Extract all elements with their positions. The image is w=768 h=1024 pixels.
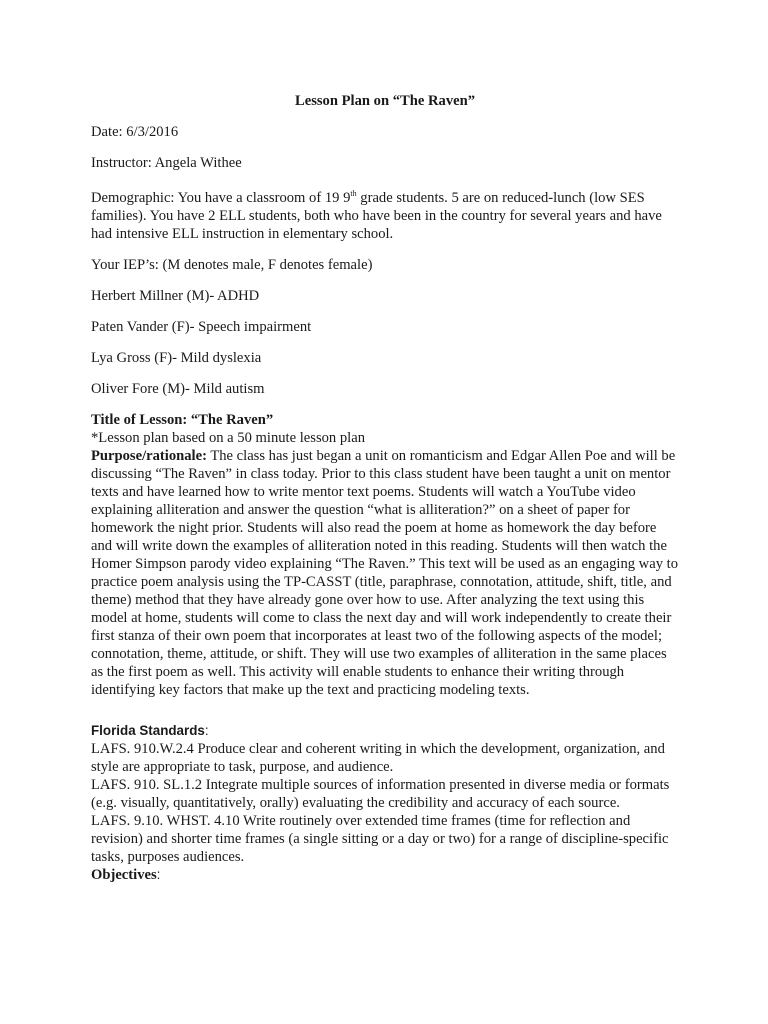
section-spacer <box>91 699 681 722</box>
iep-student: Herbert Millner (M)- ADHD <box>91 288 260 304</box>
standard-item: LAFS. 910.W.2.4 Produce clear and coherent writing in which the development, organization, and style are appropriate to task, purpose, and audience. <box>91 741 665 775</box>
standard-item: LAFS. 910. SL.1.2 Integrate multiple sources of information presented in diverse media or formats (e.g. visually, quantitatively, orally) evaluating the credibility and accuracy of each source. <box>91 777 670 811</box>
standards-heading <box>91 722 681 740</box>
ordinal-superscript: th <box>350 189 357 198</box>
standard-item: LAFS. 9.10. WHST. 4.10 Write routinely over extended time frames (time for reflection and revision) and shorter time frames (a single sitting or a day or two) for a range of discipline-specific tasks, purposes audiences. <box>91 813 669 865</box>
iep-student: Paten Vander (F)- Speech impairment <box>91 319 312 335</box>
standards-label: Florida Standards <box>91 723 205 738</box>
objectives-colon: : <box>156 867 161 882</box>
purpose-text: The class has just began a unit on romanticism and Edgar Allen Poe and will be discussing “The Raven” in class today. Prior to this class student have been taught a unit on mentor texts and have learned how to write mentor text poems. Students will watch a YouTube video explaining alliteration and answer the question “what is alliteration?” on a sheet of paper for homework the night prior. Students will also read the poem at home as homework the day before and will write down the examples of alliteration noted in this reading. Students will then watch the Homer Simpson parody video explaining “The Raven.” This text will be used as an engaging way to practice poem analysis using the TP-CASST (title, paraphrase, connotation, attitude, shift, title, and theme) method that they have already gone over how to use. After analyzing the text using this model at home, students will come to class the next day and will work independently to create their first stanza of their own poem that incorporates at least two of the following aspects of the model; connotation, theme, attitude, or shift. They will use two examples of alliteration in the same places as the first poem as well. This activity will enable students to enhance their writing through identifying key factors that make up the text and practicing modeling texts. <box>91 448 678 698</box>
lesson-note: *Lesson plan based on a 50 minute lesson plan <box>91 430 365 446</box>
document-page <box>91 92 681 884</box>
document-title: Lesson Plan on “The Raven” <box>294 93 476 109</box>
purpose-paragraph <box>91 447 681 699</box>
iep-student: Oliver Fore (M)- Mild autism <box>91 381 265 397</box>
demographic-text-start: Demographic: You have a classroom of 19 9 <box>91 190 351 206</box>
ieps-intro: Your IEP’s: (M denotes male, F denotes female) <box>91 257 373 273</box>
purpose-label: Purpose/rationale: <box>91 448 207 464</box>
standards-colon: : <box>204 723 209 738</box>
lesson-title-text: Title of Lesson: “The Raven” <box>91 412 274 428</box>
instructor-line: Instructor: Angela Withee <box>91 155 242 171</box>
objectives-heading <box>91 866 681 884</box>
demographic-text-end: grade students. 5 are on reduced-lunch (low SES families). You have 2 ELL students, both who have been in the country for several years and have had intensive ELL instruction in elementary school. <box>91 190 662 242</box>
demographic-paragraph <box>91 185 681 243</box>
iep-student: Lya Gross (F)- Mild dyslexia <box>91 350 262 366</box>
date-line: Date: 6/3/2016 <box>91 124 179 140</box>
objectives-label: Objectives <box>91 867 157 883</box>
lesson-title <box>91 411 681 429</box>
